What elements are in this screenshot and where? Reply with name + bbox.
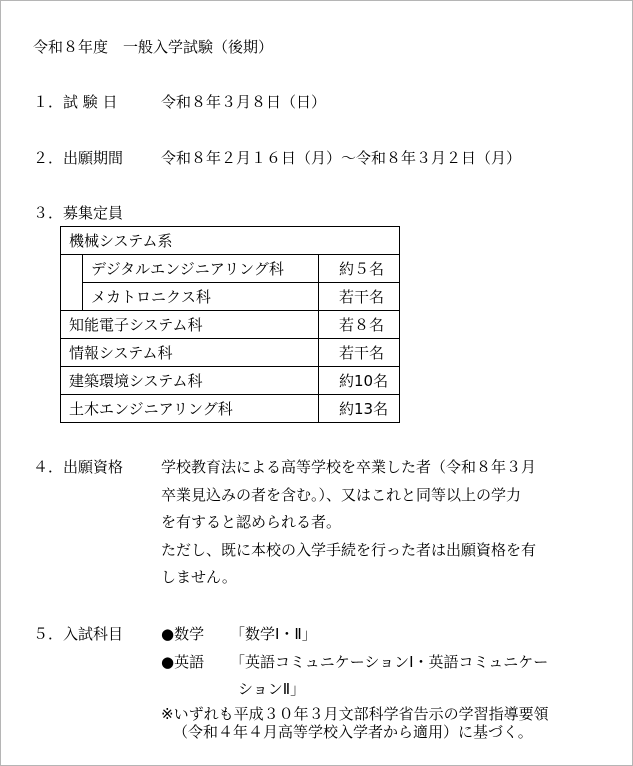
eligibility-line: しません。 bbox=[161, 568, 237, 586]
department-name: メカトロニクス科 bbox=[83, 283, 319, 311]
eligibility-line: 卒業見込みの者を含む。）、又はこれと同等以上の学力 bbox=[161, 486, 522, 504]
table-row bbox=[61, 255, 400, 283]
english-detail-continued: ションⅡ」 bbox=[238, 680, 306, 698]
table-row bbox=[61, 339, 400, 367]
english-detail: 「英語コミュニケーションⅠ・英語コミュニケー bbox=[230, 653, 549, 671]
eligibility-line: を有すると認められる者。 bbox=[161, 513, 342, 531]
group-indent-cell bbox=[61, 255, 83, 311]
exam-date-label: １．試 験 日 bbox=[33, 93, 118, 111]
exam-date-value: 令和８年３月８日（日） bbox=[161, 93, 327, 111]
curriculum-note-continued: （令和４年４月高等学校入学者から適用）に基づく。 bbox=[173, 723, 533, 741]
english-subject: ●英語 bbox=[161, 653, 205, 671]
table-row bbox=[61, 367, 400, 395]
subjects-label: ５．入試科目 bbox=[33, 625, 124, 643]
table-row bbox=[61, 395, 400, 423]
application-period-label: ２．出願期間 bbox=[33, 149, 124, 167]
eligibility-label: ４．出願資格 bbox=[33, 458, 124, 476]
quota-label: ３．募集定員 bbox=[33, 204, 124, 222]
eligibility-line: 学校教育法による高等学校を卒業した者（令和８年３月 bbox=[161, 458, 537, 476]
department-quota: 約13名 bbox=[319, 395, 400, 423]
department-name: デジタルエンジニアリング科 bbox=[83, 255, 319, 283]
math-detail: 「数学Ⅰ・Ⅱ」 bbox=[230, 625, 317, 643]
document-title: 令和８年度 一般入学試験（後期） bbox=[33, 38, 274, 56]
quota-table bbox=[60, 226, 400, 423]
department-name: 建築環境システム科 bbox=[61, 367, 319, 395]
group-name: 機械システム系 bbox=[61, 227, 400, 255]
department-name: 情報システム科 bbox=[61, 339, 319, 367]
curriculum-note: ※いずれも平成３０年３月文部科学省告示の学習指導要領 bbox=[161, 705, 549, 723]
table-row bbox=[61, 283, 400, 311]
department-quota: 若干名 bbox=[319, 339, 400, 367]
department-quota: 約５名 bbox=[319, 255, 400, 283]
table-row bbox=[61, 311, 400, 339]
department-name: 土木エンジニアリング科 bbox=[61, 395, 319, 423]
eligibility-line: ただし、既に本校の入学手続を行った者は出願資格を有 bbox=[161, 541, 537, 559]
department-quota: 約10名 bbox=[319, 367, 400, 395]
department-quota: 若８名 bbox=[319, 311, 400, 339]
math-subject: ●数学 bbox=[161, 625, 205, 643]
department-quota: 若干名 bbox=[319, 283, 400, 311]
department-name: 知能電子システム科 bbox=[61, 311, 319, 339]
table-row bbox=[61, 227, 400, 255]
application-period-value: 令和８年２月１６日（月）〜令和８年３月２日（月） bbox=[161, 149, 522, 167]
